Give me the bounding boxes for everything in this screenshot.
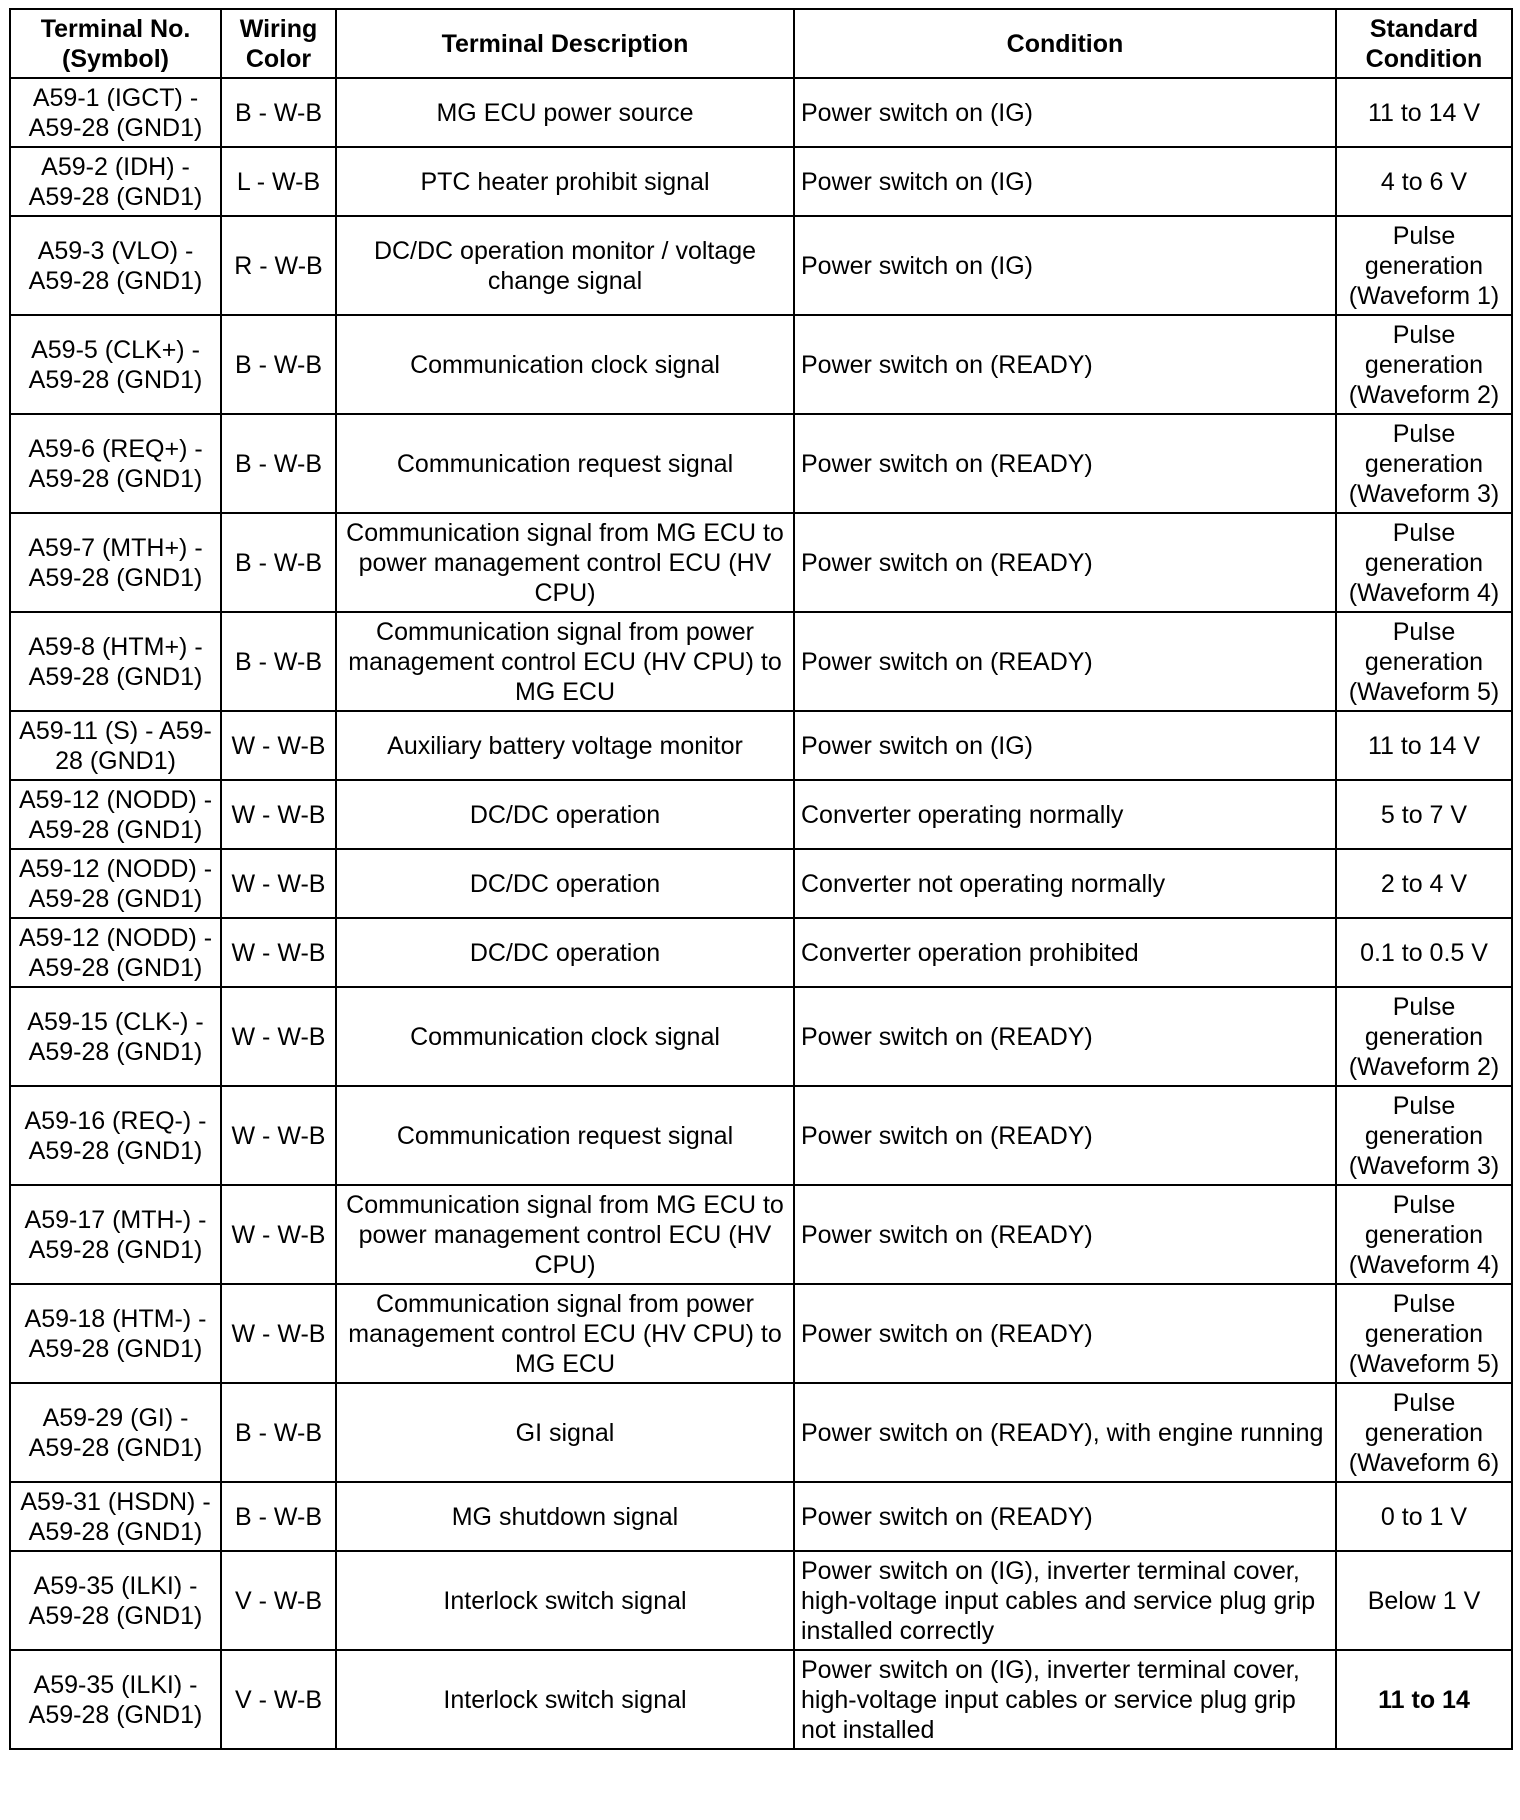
terminal-cell: A59-12 (NODD) - A59-28 (GND1)	[10, 849, 221, 918]
wiring-cell: W - W-B	[221, 849, 336, 918]
condition-cell: Converter not operating normally	[794, 849, 1336, 918]
wiring-cell: V - W-B	[221, 1551, 336, 1650]
table-row	[10, 1482, 1512, 1551]
description-cell: Communication signal from power management control ECU (HV CPU) to MG ECU	[336, 612, 794, 711]
standard-cell: 0 to 1 V	[1336, 1482, 1512, 1551]
condition-cell: Power switch on (READY)	[794, 612, 1336, 711]
terminal-cell: A59-12 (NODD) - A59-28 (GND1)	[10, 780, 221, 849]
terminal-cell: A59-35 (ILKI) - A59-28 (GND1)	[10, 1551, 221, 1650]
wiring-cell: L - W-B	[221, 147, 336, 216]
terminal-cell: A59-12 (NODD) - A59-28 (GND1)	[10, 918, 221, 987]
condition-cell: Converter operating normally	[794, 780, 1336, 849]
table-row	[10, 1284, 1512, 1383]
standard-cell: 11 to 14	[1336, 1650, 1512, 1749]
wiring-cell: R - W-B	[221, 216, 336, 315]
table-row	[10, 711, 1512, 780]
condition-cell: Power switch on (READY)	[794, 414, 1336, 513]
condition-cell: Power switch on (READY)	[794, 1284, 1336, 1383]
wiring-cell: W - W-B	[221, 1185, 336, 1284]
standard-cell: Pulse generation (Waveform 5)	[1336, 612, 1512, 711]
table-row	[10, 987, 1512, 1086]
standard-cell: Pulse generation (Waveform 3)	[1336, 1086, 1512, 1185]
description-cell: GI signal	[336, 1383, 794, 1482]
condition-cell: Power switch on (IG), inverter terminal cover, high-voltage input cables or service plug grip not installed	[794, 1650, 1336, 1749]
terminal-cell: A59-15 (CLK-) - A59-28 (GND1)	[10, 987, 221, 1086]
standard-cell: 2 to 4 V	[1336, 849, 1512, 918]
description-cell: DC/DC operation	[336, 918, 794, 987]
standard-cell: 11 to 14 V	[1336, 711, 1512, 780]
condition-cell: Power switch on (IG)	[794, 147, 1336, 216]
terminal-cell: A59-5 (CLK+) - A59-28 (GND1)	[10, 315, 221, 414]
header-row	[10, 9, 1512, 78]
terminal-cell: A59-16 (REQ-) - A59-28 (GND1)	[10, 1086, 221, 1185]
table-row	[10, 414, 1512, 513]
standard-cell: Pulse generation (Waveform 5)	[1336, 1284, 1512, 1383]
standard-cell: Pulse generation (Waveform 6)	[1336, 1383, 1512, 1482]
table-row	[10, 147, 1512, 216]
description-cell: PTC heater prohibit signal	[336, 147, 794, 216]
wiring-cell: W - W-B	[221, 1086, 336, 1185]
header-standard: Standard Condition	[1336, 9, 1512, 78]
condition-cell: Power switch on (IG)	[794, 78, 1336, 147]
condition-cell: Power switch on (IG)	[794, 216, 1336, 315]
terminal-cell: A59-1 (IGCT) - A59-28 (GND1)	[10, 78, 221, 147]
condition-cell: Converter operation prohibited	[794, 918, 1336, 987]
description-cell: Communication clock signal	[336, 987, 794, 1086]
table-row	[10, 918, 1512, 987]
description-cell: Auxiliary battery voltage monitor	[336, 711, 794, 780]
header-description: Terminal Description	[336, 9, 794, 78]
description-cell: MG ECU power source	[336, 78, 794, 147]
description-cell: DC/DC operation monitor / voltage change signal	[336, 216, 794, 315]
wiring-cell: W - W-B	[221, 987, 336, 1086]
condition-cell: Power switch on (IG)	[794, 711, 1336, 780]
wiring-cell: B - W-B	[221, 612, 336, 711]
description-cell: Interlock switch signal	[336, 1551, 794, 1650]
condition-cell: Power switch on (READY)	[794, 987, 1336, 1086]
wiring-cell: B - W-B	[221, 1482, 336, 1551]
standard-cell: 11 to 14 V	[1336, 78, 1512, 147]
description-cell: Communication request signal	[336, 1086, 794, 1185]
condition-cell: Power switch on (READY)	[794, 513, 1336, 612]
condition-cell: Power switch on (READY)	[794, 1185, 1336, 1284]
terminal-cell: A59-31 (HSDN) - A59-28 (GND1)	[10, 1482, 221, 1551]
terminal-cell: A59-7 (MTH+) - A59-28 (GND1)	[10, 513, 221, 612]
description-cell: Communication clock signal	[336, 315, 794, 414]
description-cell: Communication signal from MG ECU to power management control ECU (HV CPU)	[336, 513, 794, 612]
header-condition: Condition	[794, 9, 1336, 78]
terminal-cell: A59-18 (HTM-) - A59-28 (GND1)	[10, 1284, 221, 1383]
table-row	[10, 1086, 1512, 1185]
standard-cell: 5 to 7 V	[1336, 780, 1512, 849]
terminal-cell: A59-2 (IDH) - A59-28 (GND1)	[10, 147, 221, 216]
condition-cell: Power switch on (IG), inverter terminal cover, high-voltage input cables and service plug grip installed correctly	[794, 1551, 1336, 1650]
description-cell: Communication signal from MG ECU to power management control ECU (HV CPU)	[336, 1185, 794, 1284]
condition-cell: Power switch on (READY)	[794, 1086, 1336, 1185]
description-cell: DC/DC operation	[336, 780, 794, 849]
table-row	[10, 1551, 1512, 1650]
description-cell: MG shutdown signal	[336, 1482, 794, 1551]
wiring-cell: B - W-B	[221, 414, 336, 513]
wiring-cell: B - W-B	[221, 78, 336, 147]
standard-cell: Pulse generation (Waveform 4)	[1336, 1185, 1512, 1284]
standard-cell: Below 1 V	[1336, 1551, 1512, 1650]
standard-cell: 0.1 to 0.5 V	[1336, 918, 1512, 987]
description-cell: Communication signal from power management control ECU (HV CPU) to MG ECU	[336, 1284, 794, 1383]
table-row	[10, 315, 1512, 414]
table-row	[10, 1383, 1512, 1482]
standard-cell: 4 to 6 V	[1336, 147, 1512, 216]
table-row	[10, 612, 1512, 711]
terminal-cell: A59-17 (MTH-) - A59-28 (GND1)	[10, 1185, 221, 1284]
wiring-cell: B - W-B	[221, 513, 336, 612]
terminal-cell: A59-8 (HTM+) - A59-28 (GND1)	[10, 612, 221, 711]
description-cell: Interlock switch signal	[336, 1650, 794, 1749]
wiring-cell: B - W-B	[221, 315, 336, 414]
terminal-cell: A59-29 (GI) - A59-28 (GND1)	[10, 1383, 221, 1482]
standard-cell: Pulse generation (Waveform 2)	[1336, 987, 1512, 1086]
wiring-cell: W - W-B	[221, 711, 336, 780]
table-row	[10, 78, 1512, 147]
table-row	[10, 216, 1512, 315]
wiring-cell: W - W-B	[221, 1284, 336, 1383]
condition-cell: Power switch on (READY), with engine running	[794, 1383, 1336, 1482]
header-wiring: Wiring Color	[221, 9, 336, 78]
wiring-cell: V - W-B	[221, 1650, 336, 1749]
standard-cell: Pulse generation (Waveform 1)	[1336, 216, 1512, 315]
table-row	[10, 513, 1512, 612]
wiring-cell: W - W-B	[221, 918, 336, 987]
condition-cell: Power switch on (READY)	[794, 1482, 1336, 1551]
standard-cell: Pulse generation (Waveform 2)	[1336, 315, 1512, 414]
terminal-spec-table	[9, 8, 1513, 1750]
terminal-cell: A59-6 (REQ+) - A59-28 (GND1)	[10, 414, 221, 513]
terminal-cell: A59-11 (S) - A59-28 (GND1)	[10, 711, 221, 780]
standard-cell: Pulse generation (Waveform 3)	[1336, 414, 1512, 513]
table-row	[10, 1185, 1512, 1284]
terminal-cell: A59-3 (VLO) - A59-28 (GND1)	[10, 216, 221, 315]
description-cell: Communication request signal	[336, 414, 794, 513]
table-row	[10, 849, 1512, 918]
wiring-cell: B - W-B	[221, 1383, 336, 1482]
condition-cell: Power switch on (READY)	[794, 315, 1336, 414]
description-cell: DC/DC operation	[336, 849, 794, 918]
table-row	[10, 1650, 1512, 1749]
standard-cell: Pulse generation (Waveform 4)	[1336, 513, 1512, 612]
table-row	[10, 780, 1512, 849]
terminal-cell: A59-35 (ILKI) - A59-28 (GND1)	[10, 1650, 221, 1749]
header-terminal: Terminal No. (Symbol)	[10, 9, 221, 78]
wiring-cell: W - W-B	[221, 780, 336, 849]
